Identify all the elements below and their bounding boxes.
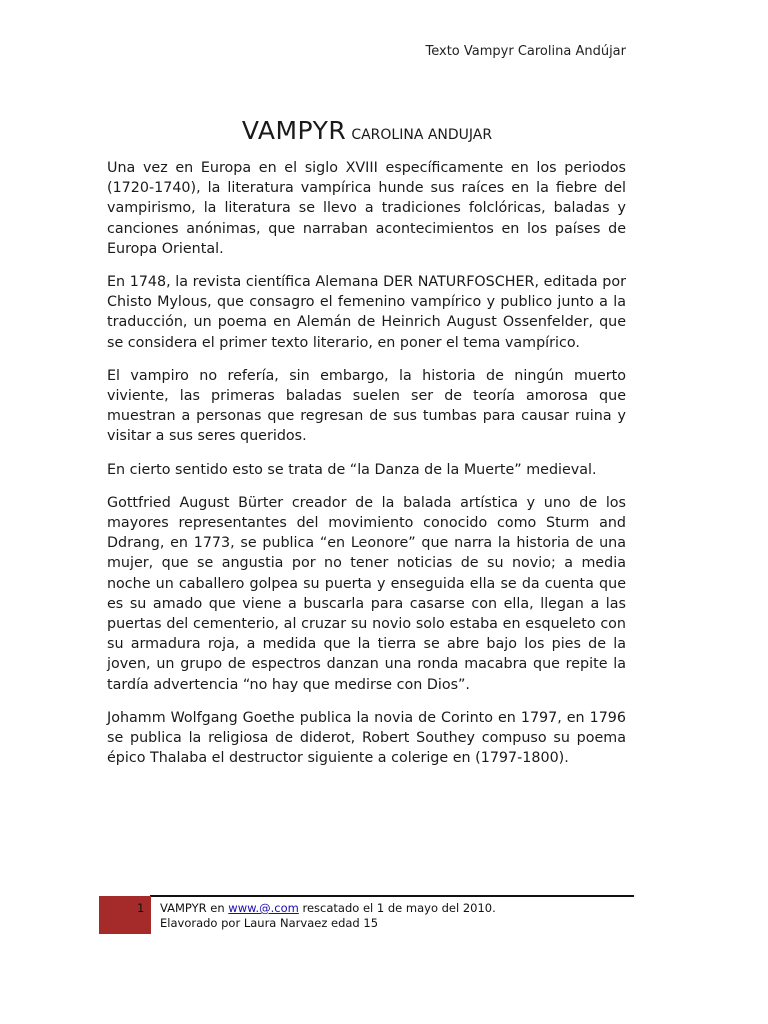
title-author: CAROLINA ANDUJAR: [351, 127, 493, 143]
title-main: VAMPYR: [241, 116, 347, 145]
paragraph: En 1748, la revista científica Alemana DER NATURFOSCHER, editada por Chisto Mylous, que consagro el femenino vampírico y publico junto a la traducción, un poema en Alemán de Heinrich August Ossenfelder, que se considera el primer texto literario, en poner el tema vampírico.: [107, 274, 626, 351]
document-title: [0, 116, 734, 145]
body-text: [107, 158, 626, 781]
page-number: 1: [137, 901, 145, 915]
footer-line-1: [160, 901, 496, 915]
paragraph: Gottfried August Bürter creador de la balada artística y uno de los mayores representantes del movimiento conocido como Sturm and Ddrang, en 1773, se publica “en Leonore” que narra la historia de una mujer, que se angustia por no tener noticias de su novio; a media noche un caballero golpea su puerta y enseguida ella se da cuenta que es su amado que viene a buscarla para casarse con ella, llegan a las puertas del cementerio, al cruzar su novio solo estaba en esqueleto con su armadura roja, a medida que la tierra se abre bajo los pies de la joven, un grupo de espectros danzan una ronda macabra que repite la tardía advertencia “no hay que medirse con Dios”.: [107, 494, 626, 693]
footer-divider: [150, 895, 634, 897]
paragraph: En cierto sentido esto se trata de “la Danza de la Muerte” medieval.: [107, 461, 597, 478]
paragraph: Una vez en Europa en el siglo XVIII específicamente en los periodos (1720-1740), la literatura vampírica hunde sus raíces en la fiebre del vampirismo, la literatura se llevo a tradiciones folclóricas, baladas y canciones anónimas, que narraban acontecimientos en los países de Europa Oriental.: [107, 160, 626, 257]
running-header: Texto Vampyr Carolina Andújar: [425, 44, 626, 59]
paragraph: El vampiro no refería, sin embargo, la historia de ningún muerto viviente, las primeras baladas suelen ser de teoría amorosa que muestran a personas que regresan de sus tumbas para causar ruina y visitar a sus seres queridos.: [107, 367, 626, 445]
footer-link[interactable]: www.@.com: [228, 901, 299, 915]
footer-suffix: rescatado el 1 de mayo del 2010.: [302, 901, 496, 915]
paragraph: Johamm Wolfgang Goethe publica la novia de Corinto en 1797, en 1796 se publica la religiosa de diderot, Robert Southey compuso su poema épico Thalaba el destructor siguiente a colerige en (1797-1800).: [107, 709, 626, 767]
footer-prefix: VAMPYR en: [160, 901, 225, 915]
footer-line-2: Elavorado por Laura Narvaez edad 15: [160, 916, 379, 930]
